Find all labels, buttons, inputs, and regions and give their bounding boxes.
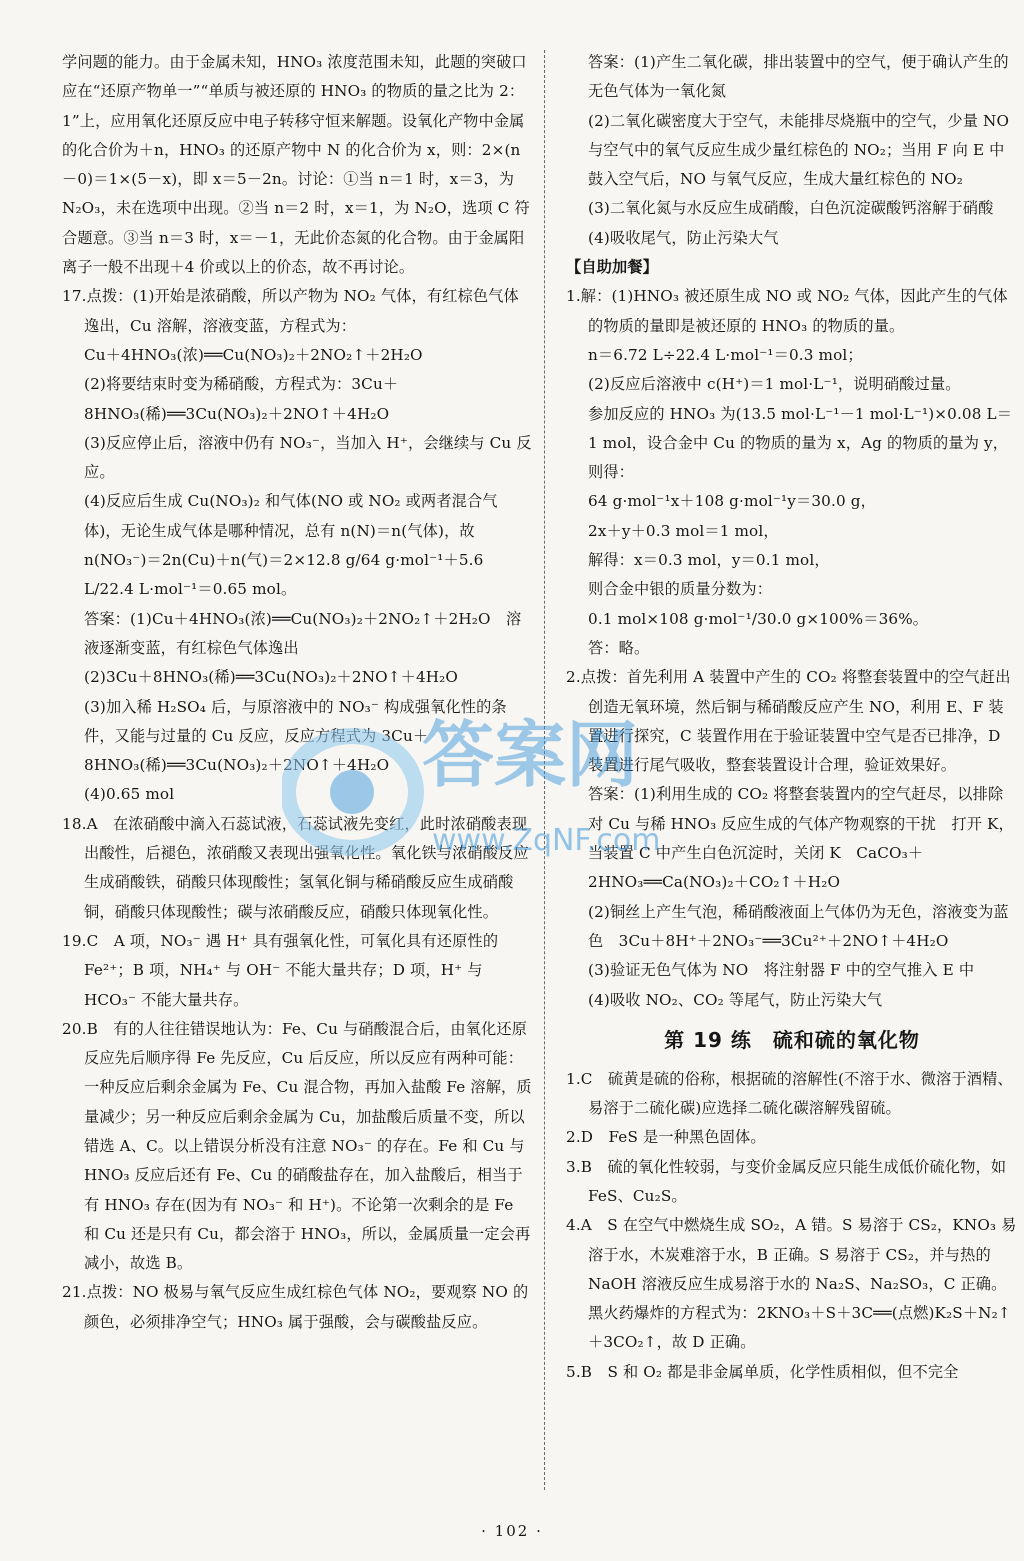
solution-paragraph: 0.1 mol×108 g·mol⁻¹/30.0 g×100%＝36%。 [588, 609, 929, 628]
answer-paragraph: (4)反应后生成 Cu(NO₃)₂ 和气体(NO 或 NO₂ 或两者混合气体)，无论生成气体是哪种情况，总有 n(N)＝n(气体)，故 n(NO₃⁻)＝2n(Cu)＋n(气)＝2×12.8 g/64 g·mol⁻¹＋5.6 L/22.4 L·mol⁻¹＝0.65 mol。 [84, 492, 498, 599]
solution-paragraph: 答案：(1)利用生成的 CO₂ 将整套装置内的空气赶尽，以排除对 Cu 与稀 HNO₃ 反应生成的气体产物观察的干扰 打开 K，当装置 C 中产生白色沉淀时，关闭 K CaCO₃＋2HNO₃══Ca(NO₃)₂＋CO₂↑＋H₂O [588, 785, 1014, 892]
answer-paragraph: (4)吸收尾气，防止污染大气 [588, 228, 779, 247]
answer-paragraph: 学问题的能力。由于金属未知，HNO₃ 浓度范围未知，此题的突破口应在“还原产物单一”“单质与被还原的 HNO₃ 的物质的量之比为 2：1”上，应用氧化还原反应中电子转移守恒来解题。设氧化产物中金属的化合价为＋n，HNO₃ 的还原产物中 N 的化合价为 x，则：2×(n－0)＝1×(5－x)，即 x＝5－2n。讨论：①当 n＝1 时，x＝3，为 N₂O₃，未在选项中出现。②当 n＝2 时，x＝1，为 N₂O，选项 C 符合题意。③当 n＝3 时，x＝－1，无此价态氮的化合物。由于金属阳离子一般不出现＋4 价或以上的价态，故不再讨论。 [62, 53, 530, 277]
answer-paragraph: (2)3Cu＋8HNO₃(稀)══3Cu(NO₃)₂＋2NO↑＋4H₂O [84, 668, 459, 687]
answer-paragraph: 17.点拨：(1)开始是浓硝酸，所以产物为 NO₂ 气体，有红棕色气体逸出，Cu 溶解，溶液变蓝，方程式为： [62, 287, 519, 335]
self-help-header: 【自助加餐】 [566, 258, 659, 277]
solution-paragraph: 则合金中银的质量分数为： [588, 580, 773, 599]
answer-paragraph: (2)将要结束时变为稀硝酸，方程式为：3Cu＋8HNO₃(稀)══3Cu(NO₃)₂＋2NO↑＋4H₂O [84, 375, 399, 423]
answer-paragraph: 3.B 硫的氧化性较弱，与变价金属反应只能生成低价硫化物，如 FeS、Cu₂S。 [566, 1157, 1007, 1205]
solution-paragraph: 1.解：(1)HNO₃ 被还原生成 NO 或 NO₂ 气体，因此产生的气体的物质的量即是被还原的 HNO₃ 的物质的量。 [566, 287, 1008, 335]
self-help-solutions [566, 282, 1018, 1014]
answer-paragraph: 答案：(1)Cu＋4HNO₃(浓)══Cu(NO₃)₂＋2NO₂↑＋2H₂O 溶液逐渐变蓝，有红棕色气体逸出 [84, 609, 522, 657]
solution-paragraph: n＝6.72 L÷22.4 L·mol⁻¹＝0.3 mol； [588, 345, 863, 364]
solution-paragraph: 2x＋y＋0.3 mol＝1 mol， [588, 521, 779, 540]
section-19-answers [566, 1065, 1018, 1387]
watermark-text: 答案网 [422, 713, 639, 797]
page-number: · 102 · [481, 1522, 543, 1540]
solution-paragraph: 参加反应的 HNO₃ 为(13.5 mol·L⁻¹－1 mol·L⁻¹)×0.08 L＝1 mol，设合金中 Cu 的物质的量为 x，Ag 的物质的量为 y，则得： [588, 404, 1013, 482]
answer-paragraph: 2.D FeS 是一种黑色固体。 [566, 1128, 766, 1147]
left-column [62, 48, 532, 1337]
solution-paragraph: (3)验证无色气体为 NO 将注射器 F 中的空气推入 E 中 [588, 961, 975, 980]
answer-paragraph: 19.C A 项，NO₃⁻ 遇 H⁺ 具有强氧化性，可氧化具有还原性的 Fe²⁺；B 项，NH₄⁺ 与 OH⁻ 不能大量共存；D 项，H⁺ 与 HCO₃⁻ 不能大量共存。 [62, 931, 499, 1009]
answer-paragraph: Cu＋4HNO₃(浓)══Cu(NO₃)₂＋2NO₂↑＋2H₂O [84, 345, 423, 364]
answer-paragraph: 21.点拨：NO 极易与氧气反应生成红棕色气体 NO₂，要观察 NO 的颜色，必须排净空气；HNO₃ 属于强酸，会与碳酸盐反应。 [62, 1283, 529, 1331]
solution-paragraph: (2)反应后溶液中 c(H⁺)＝1 mol·L⁻¹，说明硝酸过量。 [588, 375, 961, 394]
answer-paragraph: 1.C 硫黄是硫的俗称，根据硫的溶解性(不溶于水、微溶于酒精、易溶于二硫化碳)应选择二硫化碳溶解残留硫。 [566, 1069, 1013, 1118]
answer-paragraph: 4.A S 在空气中燃烧生成 SO₂，A 错。S 易溶于 CS₂，KNO₃ 易溶于水，木炭难溶于水，B 正确。S 易溶于 CS₂，并与热的 NaOH 溶液反应生成易溶于水的 Na₂S、Na₂SO₃，C 正确。黑火药爆炸的方程式为：2KNO₃＋S＋3C══(点燃)K₂S＋N₂↑＋3CO₂↑，故 D 正确。 [566, 1216, 1017, 1352]
answer-paragraph: 20.B 有的人往往错误地认为：Fe、Cu 与硝酸混合后，由氧化还原反应先后顺序得 Fe 先反应，Cu 后反应，所以反应有两种可能：一种反应后剩余金属为 Fe、Cu 混合物，再加入盐酸 Fe 溶解，质量减少；另一种反应后剩余金属为 Cu，加盐酸后质量不变，所以错选 A、C。以上错误分析没有注意 NO₃⁻ 的存在。Fe 和 Cu 与 HNO₃ 反应后还有 Fe、Cu 的硝酸盐存在，加入盐酸后，相当于有 HNO₃ 存在(因为有 NO₃⁻ 和 H⁺)。不论第一次剩余的是 Fe 和 Cu 还是只有 Cu，都会溶于 HNO₃，所以，金属质量一定会再减小，故选 B。 [62, 1019, 532, 1273]
right-column-answers [566, 48, 1018, 253]
answer-paragraph: (3)反应停止后，溶液中仍有 NO₃⁻，当加入 H⁺，会继续与 Cu 反应。 [84, 433, 532, 482]
solution-paragraph: (2)铜丝上产生气泡，稀硝酸液面上气体仍为无色，溶液变为蓝色 3Cu＋8H⁺＋2NO₃⁻══3Cu²⁺＋2NO↑＋4H₂O [588, 902, 1009, 950]
solution-paragraph: 64 g·mol⁻¹x＋108 g·mol⁻¹y＝30.0 g， [588, 492, 876, 511]
answer-paragraph: 5.B S 和 O₂ 都是非金属单质，化学性质相似，但不完全 [566, 1362, 959, 1381]
solution-paragraph: 2.点拨：首先利用 A 装置中产生的 CO₂ 将整套装置中的空气赶出创造无氧环境，然后铜与稀硝酸反应产生 NO，利用 E、F 装置进行探究，C 装置作用在于验证装置中空气是否已排净，D 装置进行尾气吸收，整套装置设计合理，验证效果好。 [566, 668, 1011, 775]
answer-paragraph: 答案：(1)产生二氧化碳，排出装置中的空气，便于确认产生的无色气体为一氧化氮 [588, 53, 1009, 101]
answer-paragraph: (4)0.65 mol [84, 785, 175, 804]
solution-paragraph: (4)吸收 NO₂、CO₂ 等尾气，防止污染大气 [588, 990, 883, 1009]
answer-paragraph: (3)加入稀 H₂SO₄ 后，与原溶液中的 NO₃⁻ 构成强氧化性的条件，又能与过量的 Cu 反应，反应方程式为 3Cu＋8HNO₃(稀)══3Cu(NO₃)₂＋2NO↑＋4H₂O [84, 697, 507, 775]
answer-paragraph: 18.A 在浓硝酸中滴入石蕊试液，石蕊试液先变红，此时浓硝酸表现出酸性，后褪色，浓硝酸又表现出强氧化性。氧化铁与浓硝酸反应生成硝酸铁，硝酸只体现酸性；氢氧化铜与稀硝酸反应生成硝酸铜，硝酸只体现酸性；碳与浓硝酸反应，硝酸只体现氧化性。 [62, 814, 529, 921]
solution-paragraph: 解得：x＝0.3 mol，y＝0.1 mol， [588, 551, 830, 570]
right-column [566, 48, 1018, 1387]
answer-paragraph: (3)二氧化氮与水反应生成硝酸，白色沉淀碳酸钙溶解于硝酸 [588, 199, 994, 218]
section-title: 第 19 练 硫和硫的氧化物 [664, 1027, 920, 1052]
solution-paragraph: 答：略。 [588, 638, 650, 657]
watermark-site: www.ZqNF.com [432, 823, 661, 858]
answer-paragraph: (2)二氧化碳密度大于空气，未能排尽烧瓶中的空气，少量 NO 与空气中的氧气反应生成少量红棕色的 NO₂；当用 F 向 E 中鼓入空气后，NO 与氧气反应，生成大量红棕色的 NO₂ [588, 111, 1010, 189]
column-divider [544, 50, 545, 1490]
